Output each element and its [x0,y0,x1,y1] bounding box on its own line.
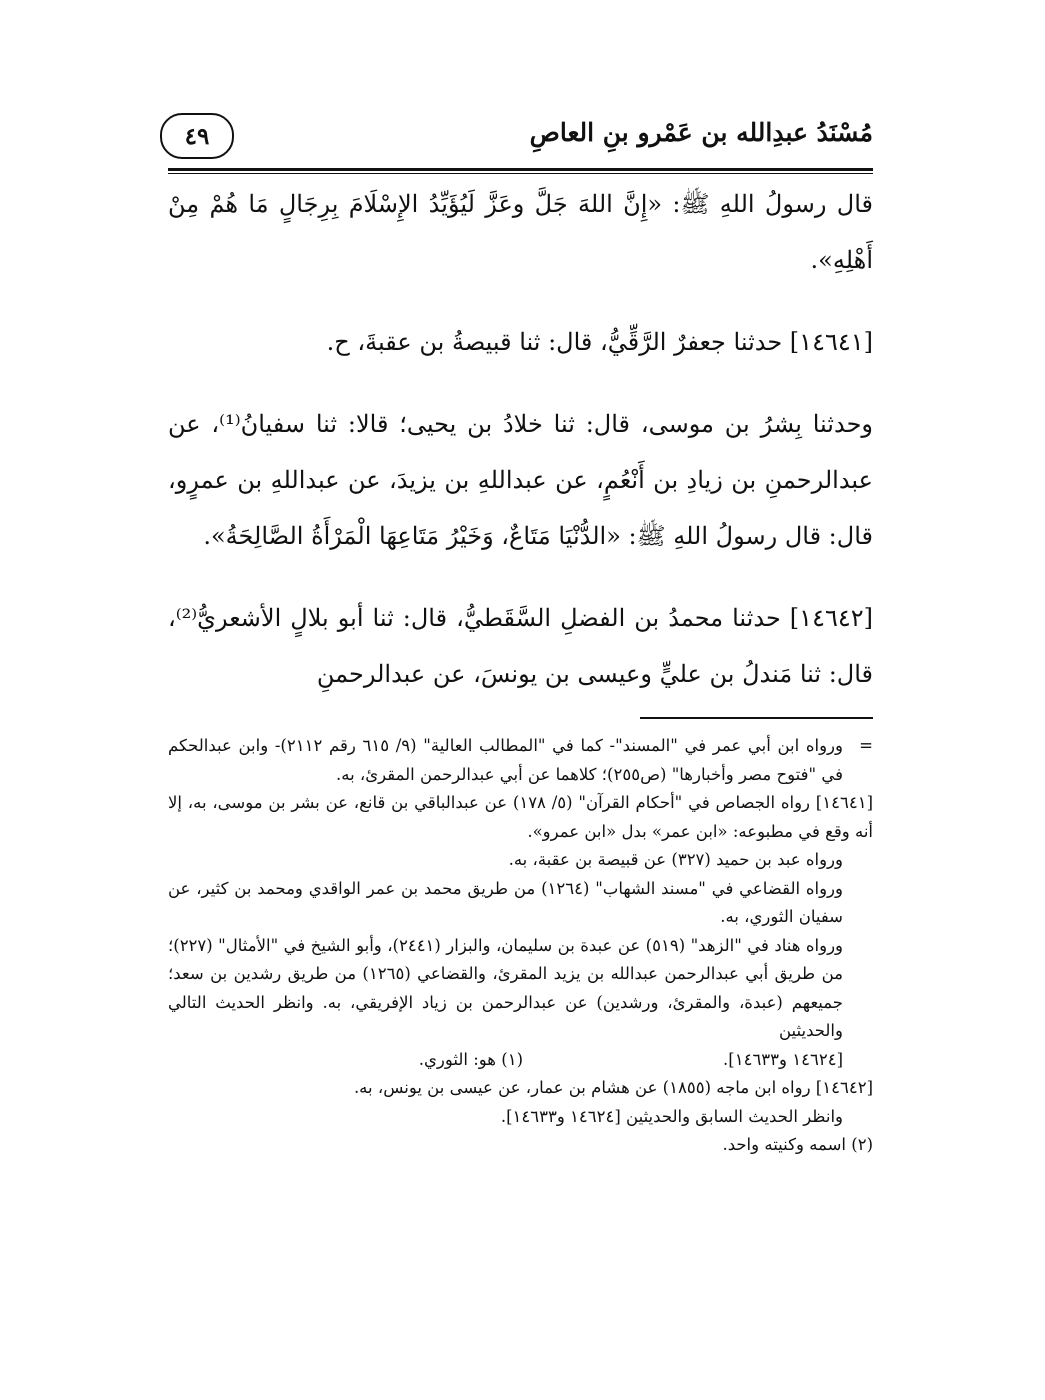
continuation-text: ورواه ابن أبي عمر في "المسند"- كما في "المطالب العالية" (٩/ ٦١٥ رقم ٢١١٢)- وابن عبدالحكم في "فتوح مصر وأخبارها" (ص٢٥٥)؛ كلاهما عن أبي عبدالرحمن المقرئ، به. [168,736,843,784]
footnote-continuation [168,732,873,789]
footnote-14641: [١٤٦٤١] رواه الجصاص في "أحكام القرآن" (٥/ ١٧٨) عن عبدالباقي بن قانع، عن بشر بن موسى، به، إلا أنه وقع في مطبوعه: «ابن عمر» بدل «ابن عمرو». [168,793,873,841]
footnotes [168,732,873,1160]
footnote-14641-line: ورواه هناد في "الزهد" (٥١٩) عن عبدة بن سليمان، والبزار (٢٤٤١)، وأبو الشيخ في "الأمثال" (٢٢٧)؛ من طريق أبي عبدالرحمن عبدالله بن يزيد المقرئ، والقضاعي (١٢٦٥) من طريق رشدين بن سعد؛ جميعهم (عبدة، والمقرئ، ورشدين) عن عبدالرحمن بن زياد الإفريقي، به. وانظر الحديث التالي والحديثين [168,935,843,1040]
footnote-14641-end: [١٤٦٢٤ و١٤٦٣٣]. [723,1049,843,1069]
footnote-14641-line: ورواه عبد بن حميد (٣٢٧) عن قبيصة بن عقبة، به. [508,850,843,869]
footnote-14642: [١٤٦٤٢] رواه ابن ماجه (١٨٥٥) عن هشام بن عمار، عن عيسى بن يونس، به. [353,1078,873,1097]
footnote-1: (١) هو: الثوري. [418,1049,523,1069]
paragraph-14641: [١٤٦٤١] حدثنا جعفرٌ الرَّقِّيُّ، قال: ثنا قبيصةُ بن عقبةَ، ح. [326,328,873,356]
footnote-split-row [168,1046,873,1075]
footnote-rule [640,717,873,719]
main-text [168,176,873,702]
page-number-text: ٤٩ [184,122,210,150]
paragraph-hadith-text: قال رسولُ اللهِ ﷺ: «إِنَّ اللهَ جَلَّ وعَزَّ لَيُؤَيِّدُ الإِسْلَامَ بِرِجَالٍ مَا هُمْ مِنْ أَهْلِهِ». [168,190,873,274]
continuation-mark: = [859,736,873,755]
paragraph-14642: [١٤٦٤٢] حدثنا محمدُ بن الفضلِ السَّقَطيُّ، قال: ثنا أبو بلالٍ الأشعريُّ⁽²⁾، قال: ثنا مَندلُ بن عليٍّ وعيسى بن يونسَ، عن عبدالرحمنِ [168,604,873,688]
footnote-2: (٢) اسمه وكنيته واحد. [722,1135,873,1154]
footnote-14641-line: ورواه القضاعي في "مسند الشهاب" (١٢٦٤) من طريق محمد بن عمر الواقدي ومحمد بن كثير، عن سفيان الثوري، به. [168,878,843,926]
paragraph-chain-2: وحدثنا بِشرُ بن موسى، قال: ثنا خلادُ بن يحيى؛ قالا: ثنا سفيانُ⁽¹⁾، عن عبدالرحمنِ بن زيادِ بن أَنْعُمٍ، عن عبداللهِ بن يزيدَ، عن عبداللهِ بن عمرٍو، قال: قال رسولُ اللهِ ﷺ: «الدُّنْيَا مَتَاعٌ، وَخَيْرُ مَتَاعِهَا الْمَرْأَةُ الصَّالِحَةُ». [168,410,873,550]
page-number [160,113,234,159]
footnote-14642-line: وانظر الحديث السابق والحديثين [١٤٦٢٤ و١٤٦٣٣]. [500,1106,843,1126]
running-title: مُسْنَدُ عبدِالله بن عَمْرو بنِ العاصِ [529,118,873,147]
header-rule [168,168,873,174]
